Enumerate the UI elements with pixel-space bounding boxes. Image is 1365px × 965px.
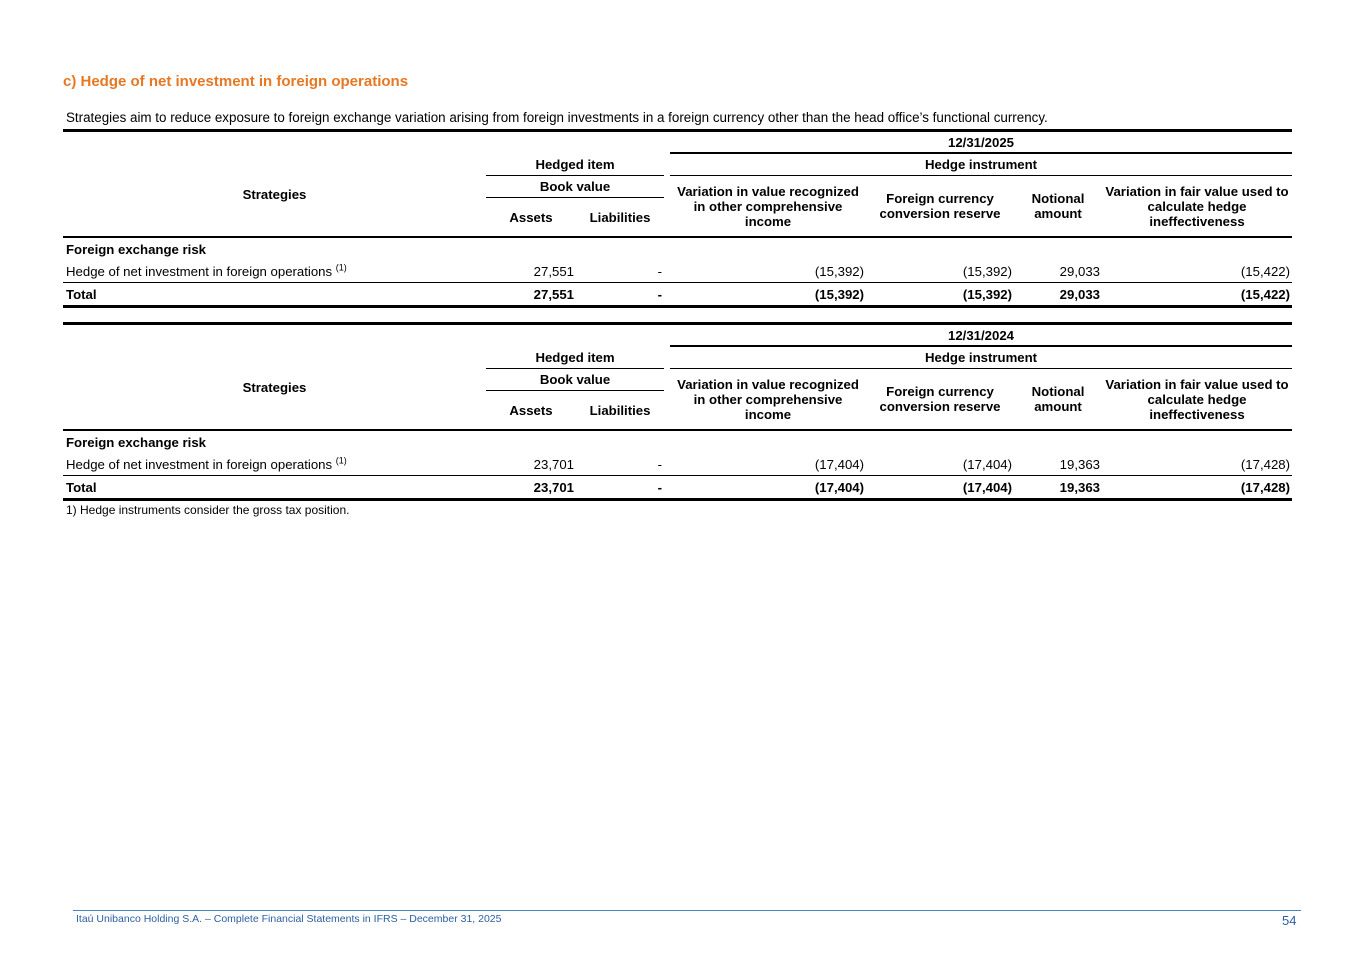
total-label: Total xyxy=(63,283,486,307)
variation-fv-value: (15,422) xyxy=(1102,260,1292,283)
notional-header: Notional amount xyxy=(1014,369,1102,431)
total-assets: 27,551 xyxy=(486,283,576,307)
fx-reserve-header: Foreign currency conversion reserve xyxy=(866,176,1014,238)
assets-value: 27,551 xyxy=(486,260,576,283)
variation-fv-header: Variation in fair value used to calculate hedge ineffectiveness xyxy=(1102,176,1292,238)
total-liabilities: - xyxy=(576,476,664,500)
strategies-header: Strategies xyxy=(63,153,486,237)
page-number: 54 xyxy=(1282,913,1297,928)
fx-reserve-value: (15,392) xyxy=(866,260,1014,283)
book-value-header: Book value xyxy=(486,176,664,198)
hedged-item-header: Hedged item xyxy=(486,346,664,369)
total-row xyxy=(63,283,1292,307)
footer-text: Itaú Unibanco Holding S.A. – Complete Financial Statements in IFRS – December 31, 2025 xyxy=(76,913,502,925)
total-assets: 23,701 xyxy=(486,476,576,500)
hedge-instrument-header: Hedge instrument xyxy=(670,346,1292,369)
intro-text: Strategies aim to reduce exposure to foreign exchange variation arising from foreign investments in a foreign currency other than the head office’s functional currency. xyxy=(66,110,1048,125)
notional-value: 29,033 xyxy=(1014,260,1102,283)
section-title: c) Hedge of net investment in foreign operations xyxy=(63,73,409,90)
hedged-item-header: Hedged item xyxy=(486,153,664,176)
assets-header: Assets xyxy=(486,198,576,238)
book-value-header: Book value xyxy=(486,369,664,391)
footnote-ref: (1) xyxy=(335,262,347,273)
table-date: 12/31/2024 xyxy=(670,324,1292,347)
group-label: Foreign exchange risk xyxy=(66,241,206,257)
total-row xyxy=(63,476,1292,500)
assets-value: 23,701 xyxy=(486,453,576,476)
total-notional: 29,033 xyxy=(1014,283,1102,307)
footer-divider xyxy=(73,910,1301,911)
liabilities-header: Liabilities xyxy=(576,198,664,238)
variation-oci-value: (15,392) xyxy=(670,260,866,283)
total-variation-oci: (17,404) xyxy=(670,476,866,500)
table-row xyxy=(63,260,1292,283)
liabilities-value: - xyxy=(576,260,664,283)
total-liabilities: - xyxy=(576,283,664,307)
liabilities-value: - xyxy=(576,453,664,476)
fx-reserve-value: (17,404) xyxy=(866,453,1014,476)
variation-oci-header: Variation in value recognized in other comprehensive income xyxy=(670,176,866,238)
notional-value: 19,363 xyxy=(1014,453,1102,476)
total-variation-fv: (17,428) xyxy=(1102,476,1292,500)
group-label: Foreign exchange risk xyxy=(66,434,206,450)
table-date: 12/31/2025 xyxy=(670,131,1292,154)
footnote: 1) Hedge instruments consider the gross tax position. xyxy=(66,503,350,517)
total-notional: 19,363 xyxy=(1014,476,1102,500)
strategies-header: Strategies xyxy=(63,346,486,430)
variation-oci-header: Variation in value recognized in other comprehensive income xyxy=(670,369,866,431)
hedge-instrument-header: Hedge instrument xyxy=(670,153,1292,176)
notional-header: Notional amount xyxy=(1014,176,1102,238)
liabilities-header: Liabilities xyxy=(576,391,664,431)
total-fx-reserve: (17,404) xyxy=(866,476,1014,500)
hedge-table-2024 xyxy=(63,322,1292,501)
footnote-ref: (1) xyxy=(335,455,347,466)
total-fx-reserve: (15,392) xyxy=(866,283,1014,307)
variation-fv-header: Variation in fair value used to calculate hedge ineffectiveness xyxy=(1102,369,1292,431)
total-variation-fv: (15,422) xyxy=(1102,283,1292,307)
total-label: Total xyxy=(63,476,486,500)
assets-header: Assets xyxy=(486,391,576,431)
table-row xyxy=(63,453,1292,476)
hedge-table-2025 xyxy=(63,129,1292,308)
variation-fv-value: (17,428) xyxy=(1102,453,1292,476)
row-label: Hedge of net investment in foreign operations xyxy=(66,456,333,472)
fx-reserve-header: Foreign currency conversion reserve xyxy=(866,369,1014,431)
total-variation-oci: (15,392) xyxy=(670,283,866,307)
variation-oci-value: (17,404) xyxy=(670,453,866,476)
row-label: Hedge of net investment in foreign operations xyxy=(66,263,333,279)
